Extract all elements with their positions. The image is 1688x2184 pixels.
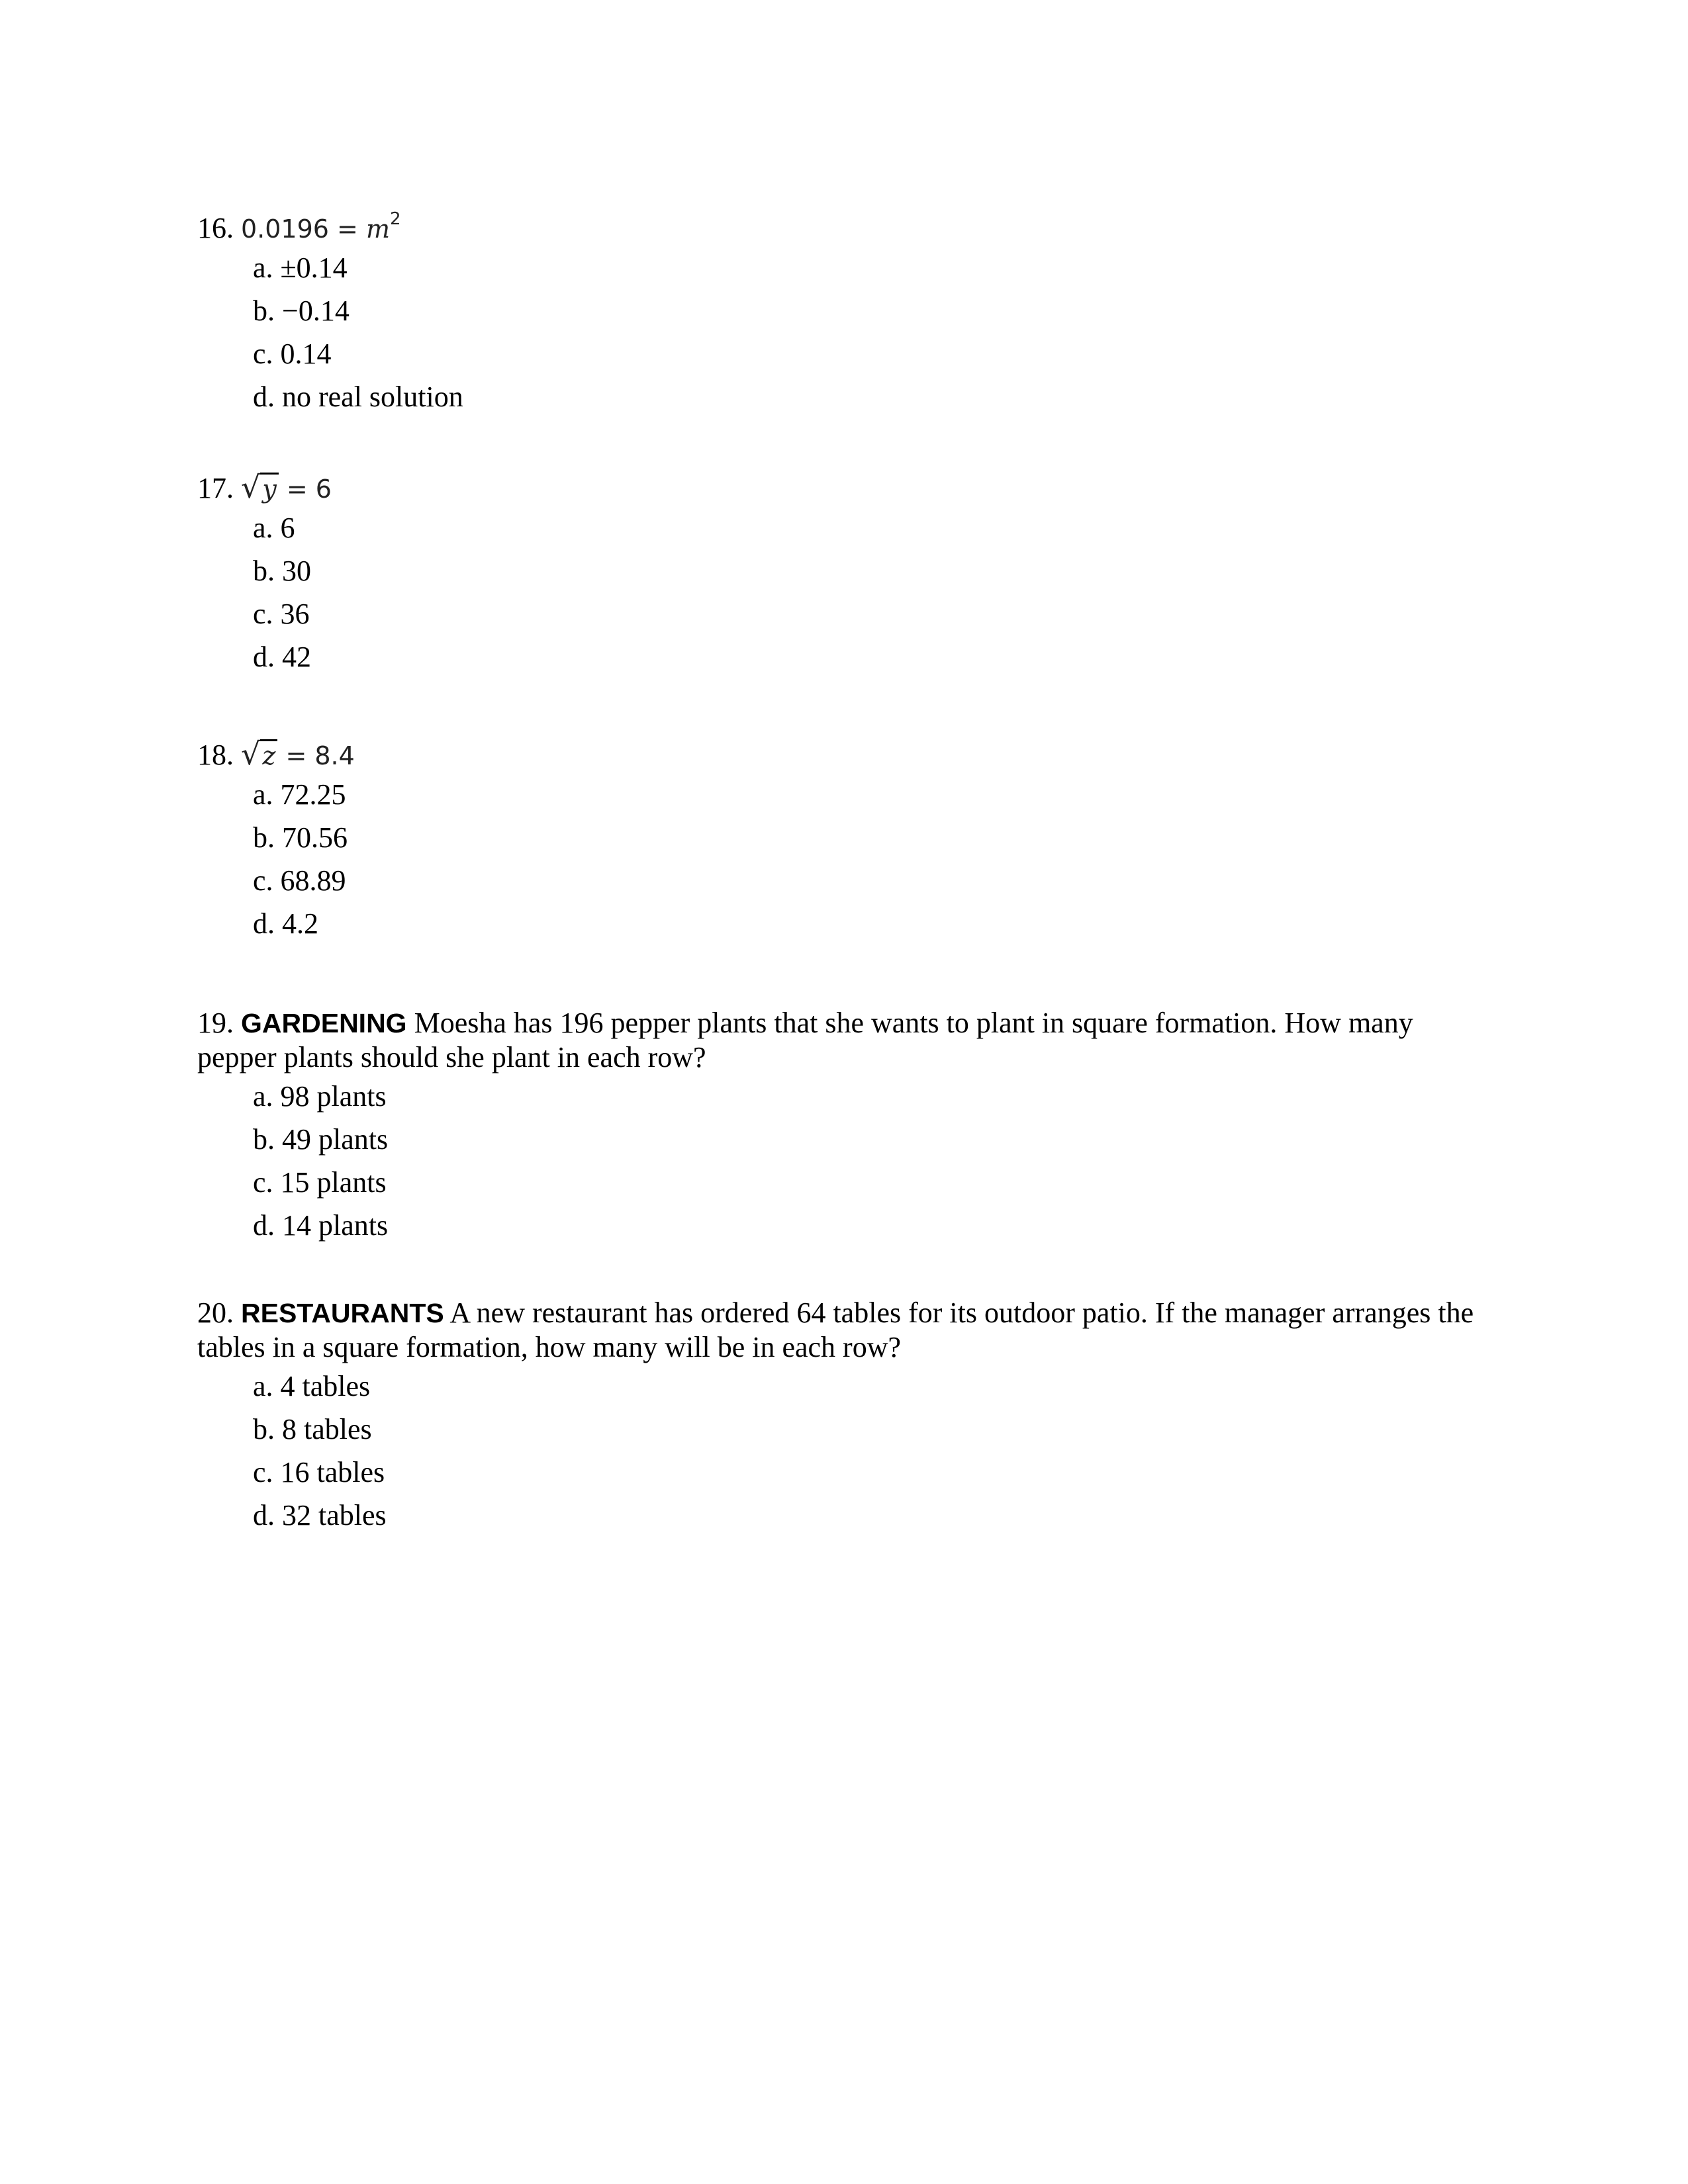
question-text: Moesha has 196 pepper plants that she wants to plant in square formation. How many pepper plants should she plant in each row? [197,1007,1413,1073]
option-c[interactable]: c. 15 plants [253,1166,387,1199]
options-list [253,773,1495,945]
option-d[interactable]: d. 14 plants [253,1209,389,1242]
option-b[interactable]: b. 49 plants [253,1123,389,1156]
option-c[interactable]: c. 36 [253,598,310,630]
question-number: 17. [197,472,234,504]
option-a[interactable]: a. 98 plants [253,1080,387,1113]
question-19-stem [197,1006,1495,1075]
radical-sign: √ [241,736,261,772]
equation: √y = 6 [241,469,332,505]
option-a[interactable]: a. 6 [253,512,295,544]
option-a[interactable]: a. 4 tables [253,1370,371,1402]
options-list [253,246,1495,418]
topic-label: RESTAURANTS [241,1298,444,1328]
option-b[interactable]: b. 8 tables [253,1413,372,1445]
radical-sign: √ [241,469,261,505]
option-b[interactable]: b. 70.56 [253,821,348,854]
option-a[interactable]: a. 72.25 [253,778,346,811]
question-number: 20. [197,1297,234,1329]
question-number: 16. [197,212,234,244]
option-c[interactable]: c. 68.89 [253,864,346,897]
question-number: 18. [197,739,234,771]
option-d[interactable]: d. 42 [253,641,311,673]
question-16-stem [197,202,1495,246]
equation: $0.0196 = m^2$ [241,209,401,244]
option-c[interactable]: c. 0.14 [253,338,332,370]
question-17-stem [197,470,1495,506]
option-a[interactable]: a. ±0.14 [253,251,348,284]
option-d[interactable]: d. 32 tables [253,1499,387,1531]
question-19 [197,1006,1495,1247]
options-list [253,506,1495,678]
option-d[interactable]: d. no real solution [253,381,463,413]
options-list [253,1365,1495,1537]
question-16 [197,202,1495,418]
question-18-stem [197,737,1495,773]
option-c[interactable]: c. 16 tables [253,1456,385,1488]
options-list [253,1075,1495,1247]
option-b[interactable]: b. 30 [253,555,311,587]
equation: √z = 8.4 [241,736,355,772]
option-b[interactable]: b. −0.14 [253,295,350,327]
topic-label: GARDENING [241,1008,407,1038]
question-20 [197,1296,1495,1537]
question-number: 19. [197,1007,234,1039]
question-18 [197,737,1495,945]
question-17 [197,470,1495,678]
question-20-stem [197,1296,1495,1365]
question-text: A new restaurant has ordered 64 tables for its outdoor patio. If the manager arranges the tables in a square formation, how many will be in each row? [197,1297,1474,1363]
option-d[interactable]: d. 4.2 [253,907,318,940]
